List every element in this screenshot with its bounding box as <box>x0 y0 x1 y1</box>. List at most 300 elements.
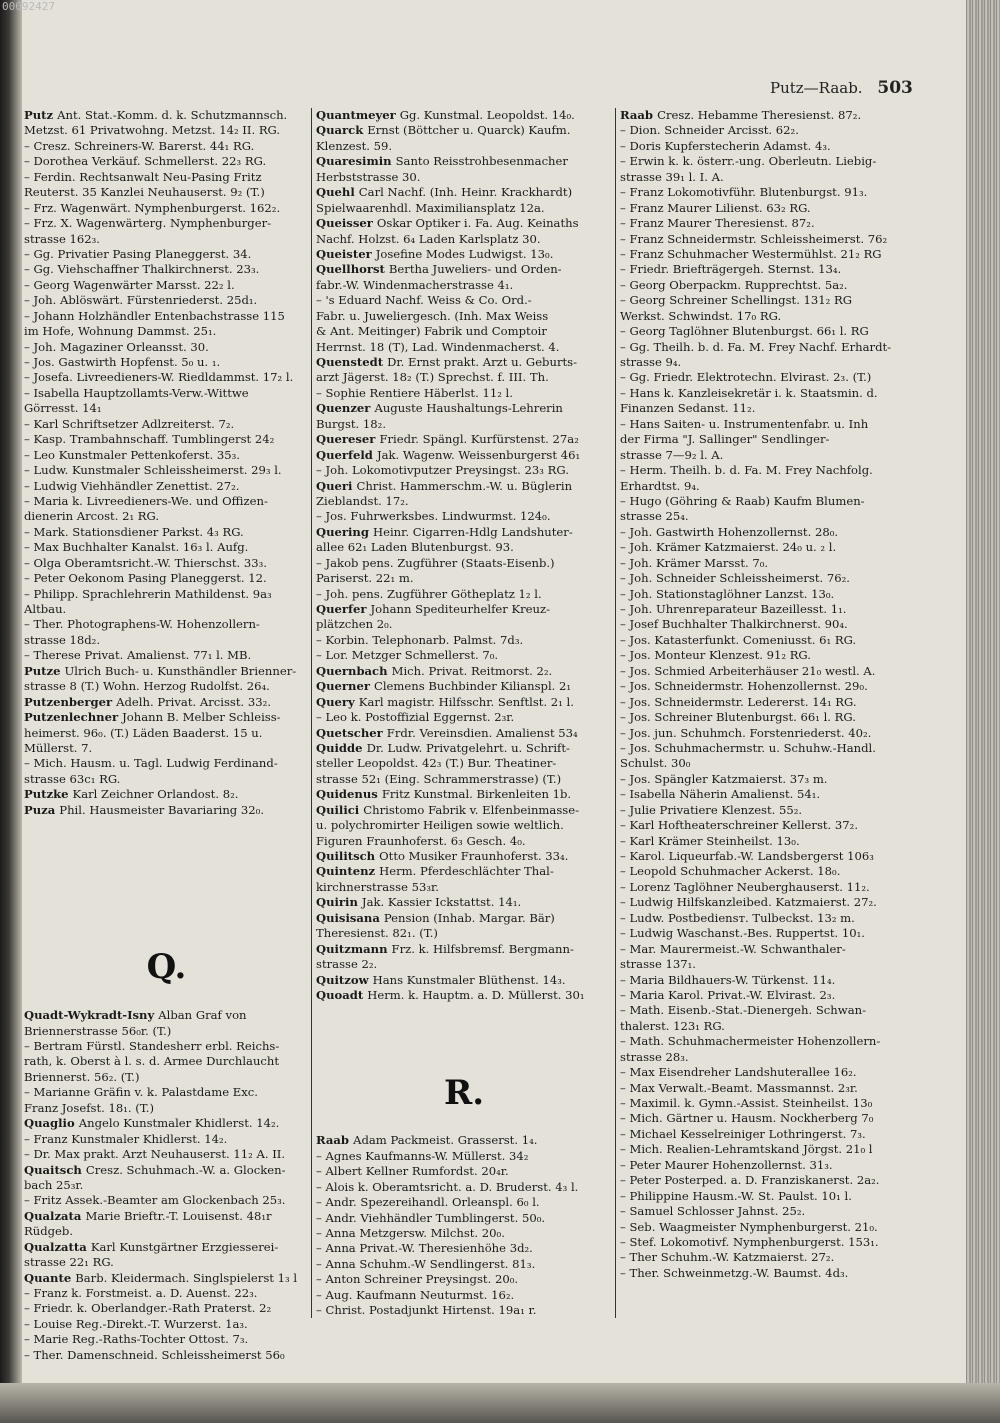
entry-text: Mich. Privat. Reitmorst. 2₂. <box>391 663 553 678</box>
entry-text: – Karl Krämer Steinheilst. 13₀. <box>620 833 800 848</box>
entry-text: – Franz k. Forstmeist. a. D. Auenst. 22₃. <box>24 1286 258 1300</box>
directory-entry <box>316 741 612 756</box>
entry-text: – Philipp. Sprachlehrerin Mathildenst. 9a₃ <box>24 586 272 601</box>
directory-entry <box>24 695 309 710</box>
entry-text: – Ther. Damenschneid. Schleissheimerst 56₀ <box>24 1347 285 1362</box>
directory-entry <box>316 509 612 524</box>
directory-entry <box>620 1189 920 1204</box>
entry-text: Finanzen Sedanst. 11₂. <box>620 401 756 416</box>
entry-text: kirchnerstrasse 53₃r. <box>316 879 439 894</box>
entry-text: – Jos. jun. Schuhmch. Forstenriederst. 40₂. <box>620 725 872 740</box>
entry-text: – Jos. Fuhrwerksbes. Lindwurmst. 124₀. <box>316 509 551 524</box>
entry-text: Hans Kunstmaler Blüthenst. 14₃. <box>372 972 566 987</box>
entry-text: – Samuel Schlosser Jahnst. 25₂. <box>620 1204 806 1219</box>
directory-entry <box>24 1024 309 1039</box>
directory-entry <box>316 262 612 277</box>
entry-surname: Queisser <box>316 216 377 231</box>
directory-entry <box>316 1272 612 1287</box>
entry-text: Clemens Buchbinder Kilianspl. 2₁ <box>373 679 572 694</box>
directory-entry <box>24 726 309 741</box>
entry-text: – Isabella Näherin Amalienst. 54₁. <box>620 787 821 802</box>
entry-surname: Quadt-Wykradt-Isny <box>24 1008 159 1023</box>
entry-text: arzt Jägerst. 18₂ (T.) Sprechst. f. III. Th. <box>316 370 549 385</box>
directory-entry <box>316 324 612 339</box>
directory-entry <box>620 1142 920 1157</box>
directory-entry <box>316 1195 612 1210</box>
entry-text: – Peter Oekonom Pasing Planeggerst. 12. <box>24 571 267 586</box>
entry-text: dienerin Arcost. 2₁ RG. <box>24 509 160 524</box>
entry-text: Heinr. Cigarren-Hdlg Landshuter- <box>373 524 573 539</box>
entry-surname: Quernbach <box>316 663 392 678</box>
entry-surname: Quering <box>316 524 373 539</box>
directory-entry <box>620 386 920 401</box>
entry-text: – Karl Hoftheaterschreiner Kellerst. 37₂. <box>620 818 859 833</box>
section-letter: R. <box>443 1072 485 1113</box>
entry-text: – Jos. Schneidermstr. Hohenzollernst. 29₀. <box>620 679 868 694</box>
directory-entry <box>316 587 612 602</box>
directory-entry <box>316 679 612 694</box>
directory-entry <box>316 355 612 370</box>
directory-entry <box>316 494 612 509</box>
directory-entry <box>316 973 612 988</box>
entry-surname: Quisisana <box>316 910 384 925</box>
entry-surname: Quaresimin <box>316 154 396 169</box>
entry-text: – Joh. Magaziner Orleansst. 30. <box>24 339 209 354</box>
directory-entry <box>620 494 920 509</box>
entry-text: heimerst. 96₀. (T.) Läden Baaderst. 15 u. <box>24 725 263 740</box>
scan-id: 00092427 <box>2 0 55 13</box>
entry-text: – Jakob pens. Zugführer (Staats-Eisenb.) <box>316 555 555 570</box>
directory-entry <box>620 695 920 710</box>
entry-surname: Querner <box>316 679 374 694</box>
entry-text: – Herm. Theilh. b. d. Fa. M. Frey Nachfolg. <box>620 463 873 478</box>
directory-entry <box>316 710 612 725</box>
directory-entry <box>316 648 612 663</box>
directory-entry <box>24 756 309 771</box>
entry-surname: Querfer <box>316 602 371 616</box>
directory-entry <box>24 1163 309 1178</box>
entry-text: Johann Spediteurhelfer Kreuz- <box>370 602 551 616</box>
directory-entry <box>24 355 309 370</box>
directory-entry <box>620 1019 920 1034</box>
entry-surname: Quitzow <box>316 972 373 987</box>
directory-entry <box>620 1173 920 1188</box>
entry-text: – Max Eisendreher Landshuterallee 16₂. <box>620 1065 857 1080</box>
entry-text: – Maria Karol. Privat.-W. Elvirast. 2₃. <box>620 987 836 1002</box>
entry-text: Herm. Pferdeschlächter Thal- <box>379 864 554 879</box>
directory-entry <box>24 1317 309 1332</box>
entry-text: Barb. Kleidermach. Singlspielerst 1₃ l <box>75 1270 298 1285</box>
entry-text: allee 62₁ Laden Blutenburgst. 93. <box>316 540 514 555</box>
directory-entry <box>24 648 309 663</box>
entry-text: Burgst. 18₂. <box>316 416 387 431</box>
entry-text: – Olga Oberamtsricht.-W. Thierschst. 33₃. <box>24 555 267 570</box>
entry-surname: Quintenz <box>316 864 380 879</box>
directory-entry <box>316 154 612 169</box>
entry-text: Cresz. Schuhmach.-W. a. Glocken- <box>85 1162 286 1177</box>
directory-entry <box>620 926 920 941</box>
directory-entry <box>316 1226 612 1241</box>
directory-entry <box>620 432 920 447</box>
entry-text: strasse 63c₁ RG. <box>24 771 121 786</box>
entry-text: – Ferdin. Rechtsanwalt Neu-Pasing Fritz <box>24 169 262 184</box>
entry-text: – Gg. Friedr. Elektrotechn. Elvirast. 2₃. (T.) <box>620 370 872 385</box>
directory-entry <box>24 278 309 293</box>
entry-surname: Quenzer <box>316 401 375 416</box>
directory-entry <box>24 185 309 200</box>
entry-surname: Puza <box>24 802 60 817</box>
column-3 <box>620 108 920 1281</box>
directory-entry <box>24 293 309 308</box>
entry-text: Fabr. u. Juweliergesch. (Inh. Max Weiss <box>316 308 549 323</box>
directory-entry <box>316 1303 612 1318</box>
directory-entry <box>316 1211 612 1226</box>
entry-text: – Korbin. Telephonarb. Palmst. 7d₃. <box>316 632 524 647</box>
entry-surname: Quante <box>24 1270 76 1285</box>
entry-text: – Ther. Schweinmetzg.-W. Baumst. 4d₃. <box>620 1265 849 1280</box>
entry-text: & Ant. Meitinger) Fabrik und Comptoir <box>316 324 547 339</box>
entry-text: strasse 137₁. <box>620 957 696 972</box>
entry-text: – Philippine Hausm.-W. St. Paulst. 10₁ l. <box>620 1188 852 1203</box>
entry-text: rath, k. Oberst à l. s. d. Armee Durchlaucht <box>24 1054 280 1069</box>
entry-text: – Christ. Postadjunkt Hirtenst. 19a₁ r. <box>316 1303 537 1318</box>
entry-text: steller Leopoldst. 42₃ (T.) Bur. Theatiner- <box>316 756 557 771</box>
entry-text: – Marie Reg.-Raths-Tochter Ottost. 7₃. <box>24 1332 249 1347</box>
directory-entry <box>316 895 612 910</box>
entry-text: Jak. Kassier Ickstattst. 14₁. <box>361 895 522 910</box>
directory-entry <box>316 309 612 324</box>
entry-text: – Hugo (Göhring & Raab) Kaufm Blumen- <box>620 493 865 508</box>
entry-text: – Leo Kunstmaler Pettenkoferst. 35₃. <box>24 447 240 462</box>
directory-entry <box>24 664 309 679</box>
entry-text: – Julie Privatiere Klenzest. 55₂. <box>620 802 803 817</box>
entry-text: bach 25₃r. <box>24 1177 84 1192</box>
directory-entry <box>620 262 920 277</box>
entry-text: – Bertram Fürstl. Standesherr erbl. Reichs- <box>24 1039 280 1053</box>
directory-entry <box>24 170 309 185</box>
section-gap <box>24 818 309 928</box>
entry-text: – Gg. Viehschaffner Thalkirchnerst. 23₃. <box>24 262 260 277</box>
directory-entry <box>620 679 920 694</box>
entry-text: der Firma "J. Sallinger" Sendlinger- <box>620 432 830 447</box>
directory-entry <box>316 401 612 416</box>
directory-entry <box>316 108 612 123</box>
entry-surname: Quidde <box>316 740 367 755</box>
entry-text: – Gg. Theilh. b. d. Fa. M. Frey Nachf. Erhardt- <box>620 339 892 354</box>
entry-surname: Querfeld <box>316 447 377 462</box>
entry-text: Figuren Fraunhoferst. 6₃ Gesch. 4₀. <box>316 833 526 848</box>
entry-text: Johann B. Melber Schleiss- <box>122 710 281 725</box>
directory-entry <box>316 139 612 154</box>
directory-entry <box>24 1085 309 1100</box>
entry-text: – Jos. Spängler Katzmaierst. 37₃ m. <box>620 771 828 786</box>
directory-entry <box>620 417 920 432</box>
entry-text: – Dr. Max prakt. Arzt Neuhauserst. 11₂ A. II. <box>24 1147 286 1162</box>
entry-text: – 's Eduard Nachf. Weiss & Co. Ord.- <box>316 293 532 308</box>
column-1 <box>24 108 309 1363</box>
entry-text: – Alois k. Oberamtsricht. a. D. Bruderst. 4₃ l. <box>316 1179 579 1194</box>
entry-text: Dr. Ernst prakt. Arzt u. Geburts- <box>387 355 578 369</box>
directory-entry <box>316 1149 612 1164</box>
directory-entry <box>316 232 612 247</box>
entry-text: Christ. Hammerschm.-W. u. Büglerin <box>356 478 573 493</box>
entry-surname: Raab <box>316 1133 354 1148</box>
entry-text: Nachf. Holzst. 6₄ Laden Karlsplatz 30. <box>316 231 541 246</box>
directory-entry <box>316 340 612 355</box>
entry-surname: Putzke <box>24 787 73 802</box>
bottom-edge <box>0 1383 1000 1423</box>
entry-text: – Jos. Schuhmachermstr. u. Schuhw.-Handl. <box>620 740 876 755</box>
entry-text: – Frz. Wagenwärt. Nymphenburgerst. 162₂. <box>24 200 281 215</box>
entry-text: Metzst. 61 Privatwohng. Metzst. 14₂ II. RG. <box>24 123 281 138</box>
directory-entry <box>316 1180 612 1195</box>
directory-entry <box>316 432 612 447</box>
entry-text: strasse 52₁ (Eing. Schrammerstrasse) (T.) <box>316 771 562 786</box>
directory-entry <box>620 355 920 370</box>
entry-text: im Hofe, Wohnung Dammst. 25₁. <box>24 324 217 339</box>
directory-entry <box>24 108 309 123</box>
entry-text: – Joh. Lokomotivputzer Preysingst. 23₃ RG. <box>316 463 569 478</box>
directory-entry <box>24 1008 309 1023</box>
directory-entry <box>24 803 309 818</box>
entry-text: – Friedr. Briefträgergeh. Sternst. 13₄. <box>620 262 842 277</box>
directory-entry <box>620 849 920 864</box>
entry-text: thalerst. 123₁ RG. <box>620 1018 725 1033</box>
entry-text: – Friedr. k. Oberlandger.-Rath Praterst. 2₂ <box>24 1301 272 1316</box>
directory-entry <box>620 988 920 1003</box>
directory-entry <box>316 864 612 879</box>
directory-entry <box>620 139 920 154</box>
directory-entry <box>620 818 920 833</box>
directory-entry <box>24 1332 309 1347</box>
entry-text: – Michael Kesselreiniger Lothringerst. 7₃. <box>620 1126 866 1141</box>
entry-text: strasse 162₃. <box>24 231 100 246</box>
entry-text: Adam Packmeist. Grasserst. 1₄. <box>353 1133 538 1148</box>
entry-text: fabr.-W. Windenmacherstrasse 4₁. <box>316 277 514 292</box>
directory-entry <box>620 401 920 416</box>
entry-text: Franz Josefst. 18₁. (T.) <box>24 1100 154 1115</box>
page-number: 503 <box>877 78 913 98</box>
entry-text: – Johann Holzhändler Entenbachstrasse 115 <box>24 308 285 323</box>
entry-text: – Maria k. Livreedieners-We. und Offizen- <box>24 493 268 508</box>
directory-entry <box>24 432 309 447</box>
directory-entry <box>316 1164 612 1179</box>
directory-entry <box>620 525 920 540</box>
entry-surname: Quidenus <box>316 787 382 802</box>
entry-text: – Ther. Photographens-W. Hohenzollern- <box>24 617 260 632</box>
entry-text: – Jos. Katasterfunkt. Comeniusst. 6₁ RG. <box>620 632 857 647</box>
directory-entry <box>316 540 612 555</box>
entry-text: – Aug. Kaufmann Neuturmst. 16₂. <box>316 1287 515 1302</box>
directory-entry <box>620 1204 920 1219</box>
directory-entry <box>620 1096 920 1111</box>
directory-entry <box>620 602 920 617</box>
entry-text: – Stef. Lokomotivf. Nymphenburgerst. 153₁. <box>620 1234 879 1249</box>
entry-text: – Mich. Hausm. u. Tagl. Ludwig Ferdinand- <box>24 756 278 771</box>
directory-entry <box>620 741 920 756</box>
directory-entry <box>24 479 309 494</box>
directory-entry <box>316 247 612 262</box>
entry-text: Karl Zeichner Orlandost. 8₂. <box>72 787 239 802</box>
directory-entry <box>316 479 612 494</box>
entry-surname: Quilitsch <box>316 849 380 863</box>
entry-text: – Franz Schneidermstr. Schleissheimerst. 76₂ <box>620 231 888 246</box>
entry-surname: Queri <box>316 478 357 493</box>
directory-entry <box>24 1255 309 1270</box>
directory-entry <box>620 864 920 879</box>
directory-entry <box>24 324 309 339</box>
entry-text: Auguste Haushaltungs-Lehrerin <box>374 401 563 416</box>
directory-entry <box>24 787 309 802</box>
directory-entry <box>316 417 612 432</box>
directory-entry <box>620 1266 920 1281</box>
entry-text: – Marianne Gräfin v. k. Palastdame Exc. <box>24 1085 258 1100</box>
directory-entry <box>620 1003 920 1018</box>
directory-entry <box>316 525 612 540</box>
entry-text: Karl Kunstgärtner Erzgiesserei- <box>90 1239 279 1254</box>
directory-entry <box>316 803 612 818</box>
entry-text: Rüdgeb. <box>24 1224 74 1239</box>
directory-entry <box>24 1271 309 1286</box>
running-title: Putz—Raab. <box>770 79 863 97</box>
section-gap <box>316 1003 612 1053</box>
directory-entry <box>316 463 612 478</box>
entry-surname: Quilici <box>316 802 364 817</box>
directory-entry <box>620 726 920 741</box>
entry-text: – Peter Posterped. a. D. Franziskanerst. 2a₂. <box>620 1173 880 1188</box>
entry-text: Görresst. 14₁ <box>24 401 102 416</box>
directory-entry <box>620 216 920 231</box>
directory-entry <box>24 463 309 478</box>
directory-entry <box>24 494 309 509</box>
directory-entry <box>620 170 920 185</box>
entry-text: Ant. Stat.-Komm. d. k. Schutzmannsch. <box>57 108 288 122</box>
directory-entry <box>620 942 920 957</box>
directory-entry <box>620 278 920 293</box>
directory-entry <box>620 448 920 463</box>
entry-text: – Mar. Maurermeist.-W. Schwanthaler- <box>620 941 846 956</box>
directory-entry <box>620 648 920 663</box>
directory-entry <box>24 386 309 401</box>
entry-surname: Putzenlechner <box>24 710 123 725</box>
entry-text: – Franz Lokomotivführ. Blutenburgst. 91₃. <box>620 185 868 200</box>
entry-text: – Georg Taglöhner Blutenburgst. 66₁ l. RG <box>620 324 869 339</box>
entry-text: Marie Brieftr.-T. Louisenst. 48₁r <box>85 1208 272 1223</box>
directory-entry <box>24 710 309 725</box>
directory-entry <box>620 710 920 725</box>
entry-text: Cresz. Hebamme Theresienst. 87₂. <box>657 108 862 122</box>
entry-text: Karl magistr. Hilfsschr. Senftlst. 2₁ l. <box>358 694 574 709</box>
entry-text: – Ludwig Hilfskanzleibed. Katzmaierst. 27₂. <box>620 895 877 910</box>
page-edges <box>966 0 1000 1423</box>
entry-text: Josefine Modes Ludwigst. 13₀. <box>375 246 554 261</box>
entry-text: strasse 22₁ RG. <box>24 1255 114 1270</box>
directory-entry <box>620 324 920 339</box>
directory-entry <box>620 587 920 602</box>
entry-text: – Mich. Gärtner u. Hausm. Nockherberg 7₀ <box>620 1111 874 1126</box>
directory-entry <box>316 216 612 231</box>
directory-entry <box>620 834 920 849</box>
directory-entry <box>316 880 612 895</box>
directory-entry <box>316 293 612 308</box>
directory-entry <box>620 293 920 308</box>
entry-text: Pension (Inhab. Margar. Bär) <box>383 910 555 925</box>
directory-entry <box>24 1101 309 1116</box>
entry-text: strasse 2₂. <box>316 957 378 972</box>
directory-entry <box>24 1147 309 1162</box>
entry-text: strasse 9₄. <box>620 355 682 369</box>
directory-entry <box>24 509 309 524</box>
entry-text: Fritz Kunstmal. Birkenleiten 1b. <box>381 787 572 802</box>
entry-text: – Joh. Ablöswärt. Fürstenriederst. 25d₁. <box>24 293 258 308</box>
directory-entry <box>316 926 612 941</box>
entry-text: Herm. k. Hauptm. a. D. Müllerst. 30₁ <box>367 987 585 1002</box>
entry-text: strasse 8 (T.) Wohn. Herzog Rudolfst. 26₄. <box>24 679 270 694</box>
entry-text: u. polychromirter Heiligen sowie weltlich. <box>316 818 564 833</box>
directory-entry <box>620 247 920 262</box>
directory-entry <box>316 664 612 679</box>
directory-entry <box>620 340 920 355</box>
directory-entry <box>620 957 920 972</box>
entry-text: Theresienst. 82₁. (T.) <box>316 926 438 941</box>
directory-entry <box>24 1054 309 1069</box>
directory-entry <box>24 1348 309 1363</box>
directory-entry <box>620 911 920 926</box>
entry-text: – Joh. Schneider Schleissheimerst. 76₂. <box>620 571 850 586</box>
entry-text: – Joh. Gastwirth Hohenzollernst. 28₀. <box>620 524 839 539</box>
directory-entry <box>620 895 920 910</box>
directory-entry <box>24 1224 309 1239</box>
directory-entry <box>316 201 612 216</box>
directory-entry <box>316 849 612 864</box>
entry-surname: Quirin <box>316 895 362 910</box>
directory-entry <box>24 1039 309 1054</box>
directory-entry <box>620 1220 920 1235</box>
entry-text: – Ludw. Kunstmaler Schleissheimerst. 29₃ l. <box>24 463 282 478</box>
entry-text: – Joh. Krämer Katzmaierst. 24₀ u. ₂ l. <box>620 540 837 555</box>
directory-entry <box>316 278 612 293</box>
column-2 <box>316 108 612 1319</box>
directory-entry <box>316 602 612 617</box>
directory-entry <box>620 509 920 524</box>
directory-entry <box>620 201 920 216</box>
directory-entry <box>24 232 309 247</box>
directory-entry <box>316 170 612 185</box>
directory-entry <box>316 1257 612 1272</box>
column-rule-2 <box>615 108 616 1318</box>
entry-text: Frdr. Vereinsdien. Amalienst 53₄ <box>386 725 578 740</box>
entry-text: – Jos. Schreiner Blutenburgst. 66₁ l. RG. <box>620 710 856 725</box>
directory-entry <box>24 401 309 416</box>
entry-text: – Karol. Liqueurfab.-W. Landsbergerst 106₃ <box>620 849 874 863</box>
entry-text: – Joh. Uhrenreparateur Bazeillesst. 1₁. <box>620 602 847 616</box>
entry-text: – Anna Privat.-W. Theresienhöhe 3d₂. <box>316 1241 533 1256</box>
directory-entry <box>316 942 612 957</box>
directory-entry <box>316 633 612 648</box>
entry-text: Altbau. <box>24 602 67 616</box>
directory-entry <box>24 340 309 355</box>
entry-surname: Putze <box>24 663 65 678</box>
entry-text: – Andr. Spezereihandl. Orleanspl. 6₀ l. <box>316 1195 540 1210</box>
entry-text: Otto Musiker Fraunhoferst. 33₄. <box>379 849 569 863</box>
directory-entry <box>316 726 612 741</box>
entry-text: Spielwaarenhdl. Maximiliansplatz 12a. <box>316 200 545 215</box>
entry-text: – Leopold Schuhmacher Ackerst. 18₀. <box>620 864 841 879</box>
directory-entry <box>24 154 309 169</box>
entry-text: Reuterst. 35 Kanzlei Neuhauserst. 9₂ (T.) <box>24 185 265 200</box>
entry-text: – Lor. Metzger Schmellerst. 7₀. <box>316 648 499 663</box>
entry-surname: Quehl <box>316 185 359 200</box>
